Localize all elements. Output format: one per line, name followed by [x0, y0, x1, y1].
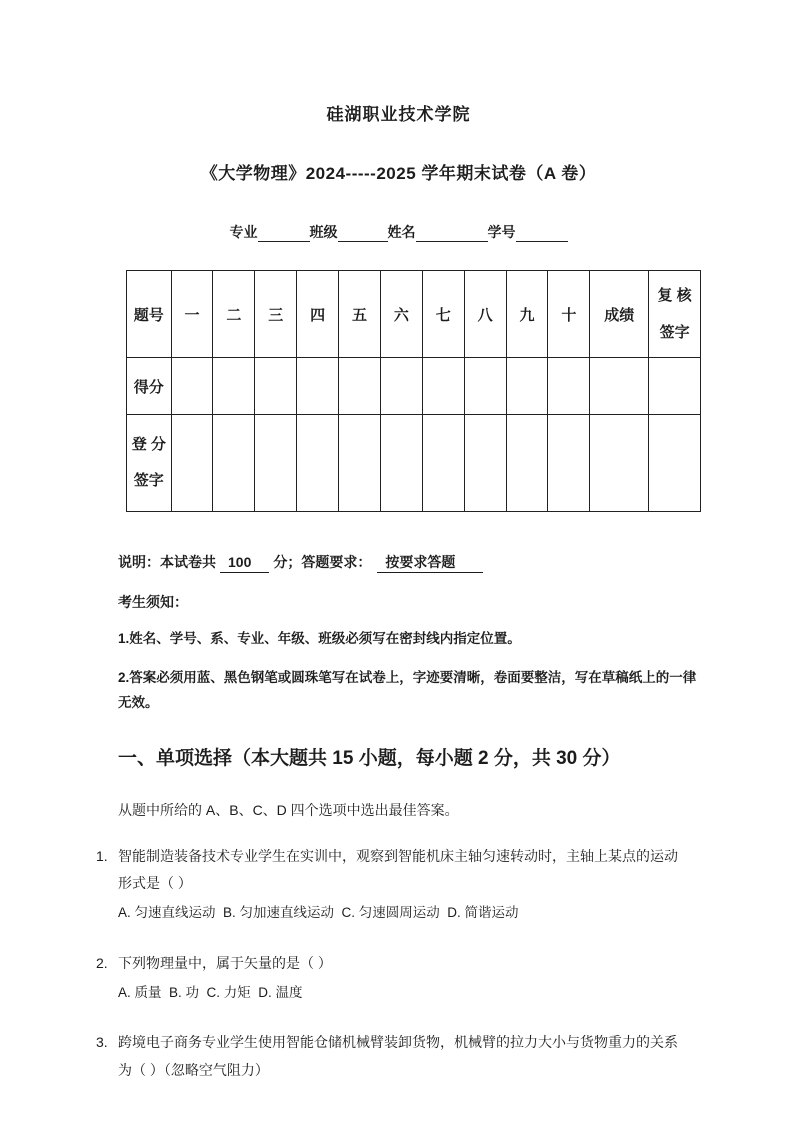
score-cell — [339, 358, 381, 415]
question-1-number: 1. — [96, 847, 108, 864]
column-10: 十 — [548, 271, 590, 358]
question-number-corner-cell: 题号 — [127, 271, 172, 358]
candidate-notice-title: 考生须知： — [118, 594, 188, 610]
question-3-number: 3. — [96, 1034, 108, 1051]
score-cell — [297, 358, 339, 415]
sign-cell — [422, 415, 464, 512]
register-label-line2: 签字 — [133, 472, 164, 489]
class-label: 班级 — [309, 224, 338, 240]
review-signature-cell — [649, 271, 701, 358]
review-label-line1: 复 核 — [657, 286, 692, 304]
register-label-line1: 登 分 — [131, 436, 166, 453]
notice-item-1: 1.姓名、学号、系、专业、年级、班级必须写在密封线内指定位置。 — [118, 631, 521, 646]
sign-cell — [548, 415, 590, 512]
question-2-options: A. 质量 B. 功 C. 力矩 D. 温度 — [118, 985, 303, 1001]
score-row-label: 得分 — [127, 358, 172, 415]
exam-title: 《大学物理》2024-----2025 学年期末试卷（A 卷） — [200, 164, 597, 183]
column-3: 三 — [255, 271, 297, 358]
column-2: 二 — [213, 271, 255, 358]
note-middle: 分；答题要求： — [273, 554, 372, 570]
score-table-header-row — [127, 271, 701, 358]
score-cell — [213, 358, 255, 415]
column-6: 六 — [380, 271, 422, 358]
sign-cell — [649, 415, 701, 512]
column-4: 四 — [297, 271, 339, 358]
sign-cell — [590, 415, 649, 512]
major-label: 专业 — [229, 224, 258, 240]
question-2 — [96, 950, 701, 1007]
school-name: 硅湖职业技术学院 — [326, 105, 471, 124]
sign-cell — [171, 415, 213, 512]
id-blank-line — [516, 226, 568, 242]
score-cell — [380, 358, 422, 415]
column-9: 九 — [506, 271, 548, 358]
score-table — [126, 270, 701, 512]
question-2-number: 2. — [96, 954, 108, 971]
class-blank-line — [338, 226, 388, 242]
section-1-intro: 从题中所给的 A、B、C、D 四个选项中选出最佳答案。 — [118, 801, 459, 818]
notice-item-2: 2.答案必须用蓝、黑色钢笔或圆珠笔写在试卷上，字迹要清晰，卷面要整洁，写在草稿纸上的一律无效。 — [118, 670, 697, 710]
name-blank-line — [416, 226, 488, 242]
question-1-options: A. 匀速直线运动 B. 匀加速直线运动 C. 匀速圆周运动 D. 简谐运动 — [118, 905, 519, 921]
question-1-body — [118, 843, 684, 927]
question-3 — [96, 1029, 701, 1084]
column-1: 一 — [171, 271, 213, 358]
sign-cell — [339, 415, 381, 512]
score-cell — [255, 358, 297, 415]
sign-cell — [255, 415, 297, 512]
note-prefix: 说明：本试卷共 — [118, 554, 216, 570]
column-5: 五 — [339, 271, 381, 358]
review-label-line2: 签字 — [659, 324, 690, 341]
question-1 — [96, 843, 701, 927]
column-7: 七 — [422, 271, 464, 358]
id-label: 学号 — [487, 224, 516, 240]
score-cell — [506, 358, 548, 415]
score-row — [127, 358, 701, 415]
sign-cell — [213, 415, 255, 512]
score-cell — [590, 358, 649, 415]
sign-cell — [464, 415, 506, 512]
question-3-text: 跨境电子商务专业学生使用智能仓储机械臂装卸货物，机械臂的拉力大小与货物重力的关系为（ ）（忽略空气阻力） — [118, 1034, 678, 1078]
score-cell — [422, 358, 464, 415]
sign-cell — [506, 415, 548, 512]
total-score-column: 成绩 — [590, 271, 649, 358]
question-1-text: 智能制造装备技术专业学生在实训中，观察到智能机床主轴匀速转动时，主轴上某点的运动形式是（ ） — [118, 847, 678, 892]
section-1-heading: 一、单项选择（本大题共 15 小题，每小题 2 分，共 30 分） — [118, 747, 621, 769]
score-cell — [649, 358, 701, 415]
register-sign-row — [127, 415, 701, 512]
answer-requirement-value: 按要求答题 — [377, 554, 483, 573]
question-2-body — [118, 950, 332, 1007]
major-blank-line — [258, 226, 310, 242]
question-2-text: 下列物理量中，属于矢量的是（ ） — [118, 954, 332, 971]
exam-note-line — [96, 552, 701, 572]
name-label: 姓名 — [387, 224, 416, 240]
student-info-line — [96, 222, 701, 242]
score-cell — [464, 358, 506, 415]
sign-cell — [380, 415, 422, 512]
total-points-value: 100 — [220, 554, 269, 573]
score-cell — [548, 358, 590, 415]
register-sign-row-label — [127, 415, 172, 512]
column-8: 八 — [464, 271, 506, 358]
sign-cell — [297, 415, 339, 512]
score-cell — [171, 358, 213, 415]
question-3-body — [118, 1029, 684, 1084]
